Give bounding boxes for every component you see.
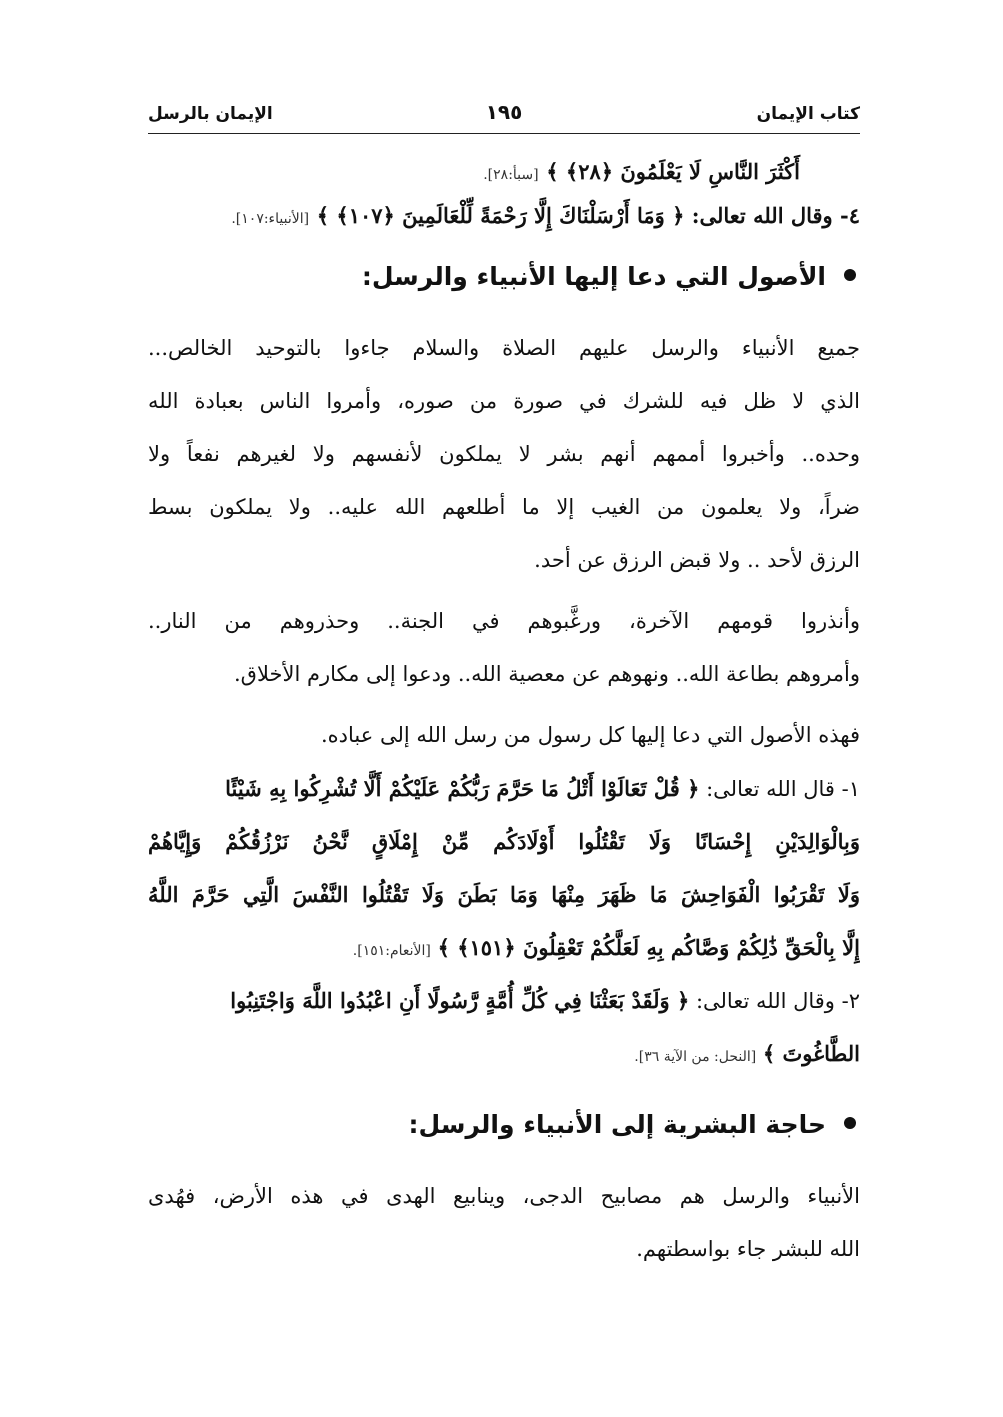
item-1: [148, 762, 860, 974]
quran-verse-line-last: [148, 921, 860, 974]
bullet-icon: [844, 1117, 856, 1129]
quran-verse-end: إِلَّا بِالْحَقِّ ذَٰلِكُمْ وَصَّاكُم بِهِ لَعَلَّكُمْ تَعْقِلُونَ ﴿١٥١﴾ ﴾: [437, 935, 860, 960]
paragraph-line: ضراً، ولا يعلمون من الغيب إلا ما أطلعهم الله عليه.. ولا يملكون بسط: [148, 495, 860, 519]
quran-verse-nahl: ﴿ وَلَقَدْ بَعَثْنَا فِي كُلِّ أُمَّةٍ رَّسُولًا أَنِ اعْبُدُوا اللَّهَ وَاجْتَنِبُوا: [230, 988, 690, 1013]
page-number: ١٩٥: [485, 100, 523, 124]
item-2-prefix: ٢- وقال الله تعالى:: [689, 989, 860, 1013]
item-2-line: [148, 974, 860, 1027]
paragraph-line: الأنبياء والرسل هم مصابيح الدجى، وينابيع الهدى في هذه الأرض، فهُدى: [148, 1184, 860, 1208]
verse-reference: [الأنبياء:١٠٧].: [231, 211, 310, 227]
verse-reference: [سبأ:٢٨].: [483, 167, 539, 183]
quran-verse-saba: أَكْثَرَ النَّاسِ لَا يَعْلَمُونَ ﴿٢٨﴾ ﴾: [546, 159, 800, 184]
paragraph-2: [148, 595, 860, 701]
quran-verse-anam: ﴿ قُلْ تَعَالَوْا أَتْلُ مَا حَرَّمَ رَبُّكُمْ عَلَيْكُمْ أَلَّا تُشْرِكُوا بِهِ شَيْئًا: [225, 776, 700, 801]
paragraph-3: [148, 709, 860, 762]
paragraph-line: الرزق لأحد .. ولا قبض الرزق عن أحد.: [534, 548, 860, 572]
paragraph-line: وأنذروا قومهم الآخرة، ورغَّبوهم في الجنة.. وحذروهم من النار..: [148, 609, 860, 633]
heading-text: حاجة البشرية إلى الأنبياء والرسل:: [408, 1110, 826, 1139]
bullet-icon: [844, 269, 856, 281]
paragraph-need: [148, 1170, 860, 1276]
page-content: [148, 150, 860, 1276]
chapter-title: الإيمان بالرسل: [148, 104, 273, 124]
quran-verse-line: وَبِالْوَالِدَيْنِ إِحْسَانًا وَلَا تَقْتُلُوا أَوْلَادَكُم مِّنْ إِمْلَاقٍ نَّحْنُ نَرْزُقُكُمْ وَإِيَّاهُمْ: [148, 829, 860, 854]
paragraph-line: فهذه الأصول التي دعا إليها كل رسول من رسل الله إلى عباده.: [320, 723, 860, 747]
paragraph-line: جميع الأنبياء والرسل عليهم الصلاة والسلام جاءوا بالتوحيد الخالص...: [148, 336, 860, 360]
item-2: [148, 974, 860, 1080]
verse-reference: [الأنعام:١٥١].: [352, 943, 431, 959]
heading-text: الأصول التي دعا إليها الأنبياء والرسل:: [361, 262, 826, 291]
verse-reference: [النحل: من الآية ٣٦].: [634, 1049, 757, 1065]
paragraph-line: الله للبشر جاء بواسطتهم.: [636, 1237, 860, 1261]
paragraph-line: الذي لا ظل فيه للشرك في صورة من صوره، وأمروا الناس بعبادة الله: [148, 389, 860, 413]
page-header: [148, 100, 860, 134]
item-4: [148, 194, 860, 238]
verse-continuation: [148, 150, 860, 194]
header-divider: [148, 133, 860, 134]
paragraph-1: [148, 322, 860, 587]
quran-verse-end: الطَّاغُوتَ ﴾: [762, 1041, 860, 1066]
section-heading-need: [148, 1094, 860, 1156]
quran-verse-anbiya: ﴿ وَمَا أَرْسَلْنَاكَ إِلَّا رَحْمَةً لِّلْعَالَمِينَ ﴿١٠٧﴾ ﴾: [316, 203, 685, 228]
quran-verse-line-last: [148, 1027, 860, 1080]
item-1-prefix: ١- قال الله تعالى:: [699, 777, 860, 801]
item-4-prefix: ٤- وقال الله تعالى:: [684, 203, 860, 228]
paragraph-line: وحده.. وأخبروا أممهم أنهم بشر لا يملكون لأنفسهم ولا لغيرهم نفعاً ولا: [148, 442, 860, 466]
quran-verse-line: وَلَا تَقْرَبُوا الْفَوَاحِشَ مَا ظَهَرَ مِنْهَا وَمَا بَطَنَ وَلَا تَقْتُلُوا النَّفْسَ الَّتِي حَرَّمَ اللَّهُ: [148, 882, 860, 907]
book-title: كتاب الإيمان: [756, 104, 860, 124]
item-1-line: [148, 762, 860, 815]
section-heading-principles: [148, 246, 860, 308]
paragraph-line: وأمروهم بطاعة الله.. ونهوهم عن معصية الله.. ودعوا إلى مكارم الأخلاق.: [234, 662, 860, 686]
